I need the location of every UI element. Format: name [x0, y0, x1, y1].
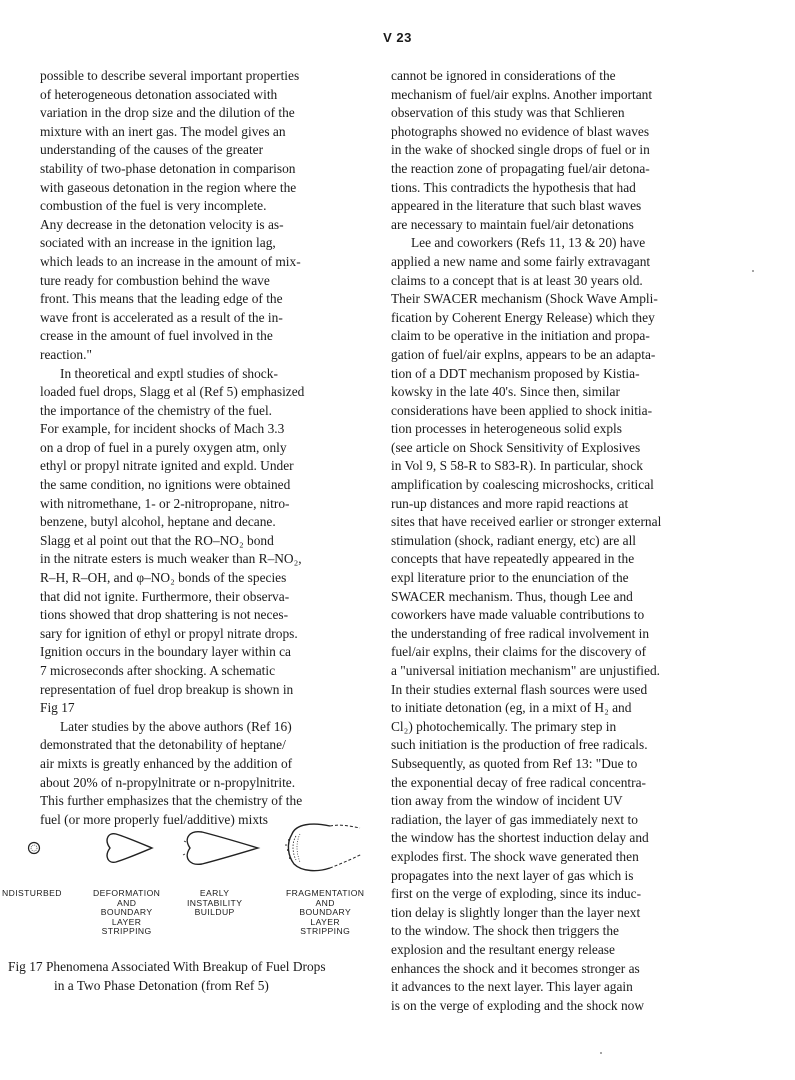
- text-line: Their SWACER mechanism (Shock Wave Ampli-: [391, 291, 658, 307]
- text-line: about 20% of n-propylnitrate or n-propylnitrite.: [40, 774, 296, 790]
- text-line: considerations have been applied to shock initia-: [391, 402, 653, 418]
- text-line: it advances to the next layer. This layer again: [391, 979, 633, 995]
- text-line: Slagg et al point out that the RO–NO₂ bond: [40, 532, 274, 548]
- left-column: [40, 67, 362, 829]
- text-line: tions showed that drop shattering is not neces-: [40, 607, 289, 623]
- scan-speck: [600, 1052, 602, 1054]
- right-column: [391, 67, 721, 1015]
- text-line: in Vol 9, S 58-R to S83-R). In particular, shock: [391, 458, 643, 474]
- text-line: such initiation is the production of free radicals.: [391, 737, 648, 753]
- text-line: tions. This contradicts the hypothesis that had: [391, 179, 636, 195]
- text-line: variation in the drop size and the dilution of the: [40, 105, 295, 121]
- label-fragmentation: FRAGMENTATION AND BOUNDARY LAYER STRIPPING: [286, 888, 365, 937]
- text-line: observation of this study was that Schlieren: [391, 105, 625, 121]
- text-line: tion away from the window of incident UV: [391, 793, 623, 809]
- text-line: applied a new name and some fairly extravagant: [391, 253, 651, 269]
- text-line: loaded fuel drops, Slagg et al (Ref 5) emphasized: [40, 384, 305, 400]
- text-line: Any decrease in the detonation velocity is as-: [40, 216, 284, 232]
- text-line: tion processes in heterogeneous solid expls: [391, 421, 622, 437]
- text-line: the window has the shortest induction delay and: [391, 830, 649, 846]
- text-line: benzene, butyl alcohol, heptane and decane.: [40, 514, 276, 530]
- deformation-drop-icon: [107, 834, 152, 863]
- text-line: the same condition, no ignitions were obtained: [40, 477, 291, 493]
- text-line: on a drop of fuel in a purely oxygen atm, only: [40, 439, 287, 455]
- text-line: in the nitrate esters is much weaker than R–NO₂,: [40, 551, 302, 567]
- early-instability-drop-icon: [183, 832, 258, 865]
- text-line: photographs showed no evidence of blast waves: [391, 123, 650, 139]
- text-line: Cl₂) photochemically. The primary step in: [391, 718, 617, 734]
- text-line: to initiate detonation (eg, in a mixt of H₂ and: [391, 700, 632, 716]
- text-line: cannot be ignored in considerations of the: [391, 68, 616, 83]
- text-line: is on the verge of exploding and the shock now: [391, 997, 645, 1013]
- text-line: mechanism of fuel/air explns. Another important: [391, 86, 653, 102]
- caption-line-2: in a Two Phase Detonation (from Ref 5): [54, 977, 269, 993]
- text-line: the understanding of free radical involvement in: [391, 625, 650, 641]
- text-line: possible to describe several important properties: [40, 68, 300, 83]
- text-line: radiation, the layer of gas immediately next to: [391, 811, 638, 827]
- caption-line-1: Fig 17 Phenomena Associated With Breakup of Fuel Drops: [8, 959, 326, 974]
- text-line: fication by Coherent Energy Release) which they: [391, 309, 655, 325]
- text-line: fuel/air explns, their claims for the discovery of: [391, 644, 647, 660]
- text-line: the importance of the chemistry of the fuel.: [40, 402, 273, 418]
- text-line: For example, for incident shocks of Mach 3.3: [40, 421, 285, 437]
- text-line: a "universal initiation mechanism" are unjustified.: [391, 663, 661, 678]
- text-line: R–H, R–OH, and φ–NO₂ bonds of the species: [40, 570, 287, 586]
- text-line: SWACER mechanism. Thus, though Lee and: [391, 588, 633, 604]
- text-line: of heterogeneous detonation associated with: [40, 86, 278, 102]
- text-line: which leads to an increase in the amount of mix-: [40, 253, 301, 269]
- text-line: explosion and the resultant energy release: [391, 941, 615, 957]
- text-line: the reaction zone of propagating fuel/air detona-: [391, 160, 650, 176]
- text-line: that did not ignite. Furthermore, their observa-: [40, 588, 290, 604]
- text-line: with nitromethane, 1- or 2-nitropropane, nitro-: [40, 495, 290, 511]
- text-line: concepts that have repeatedly appeared in the: [391, 551, 635, 567]
- text-line: front. This means that the leading edge of the: [40, 291, 283, 307]
- text-line: kowsky in the late 40's. Since then, similar: [391, 384, 620, 400]
- text-line: tion delay is slightly longer than the layer next: [391, 904, 641, 920]
- text-line: ture ready for combustion behind the wave: [40, 272, 270, 288]
- text-line: In their studies external flash sources were used: [391, 681, 648, 697]
- text-line: mixture with an inert gas. The model gives an: [40, 123, 286, 139]
- label-deformation: DEFORMATION AND BOUNDARY LAYER STRIPPING: [93, 888, 161, 937]
- text-line: sites that have received earlier or stronger external: [391, 514, 662, 530]
- text-line: This further emphasizes that the chemistry of the: [40, 793, 303, 809]
- text-line: wave front is accelerated as a result of the in-: [40, 309, 283, 325]
- text-line: air mixts is greatly enhanced by the addition of: [40, 755, 293, 771]
- text-line: Later studies by the above authors (Ref 16): [60, 718, 292, 734]
- text-line: explodes first. The shock wave generated then: [391, 848, 639, 864]
- text-line: first on the verge of exploding, since its induc-: [391, 886, 642, 902]
- text-line: amplification by coalescing microshocks, critical: [391, 477, 654, 493]
- text-line: ethyl or propyl nitrate ignited and expld. Under: [40, 458, 294, 474]
- text-line: the exponential decay of free radical concentra-: [391, 774, 647, 790]
- text-line: crease in the amount of fuel involved in the: [40, 328, 273, 344]
- text-line: stability of two-phase detonation in comparison: [40, 160, 296, 176]
- text-line: sary for ignition of ethyl or propyl nitrate drops.: [40, 625, 298, 641]
- text-line: In theoretical and exptl studies of shock-: [60, 365, 278, 381]
- text-line: run-up distances and more rapid reactions at: [391, 495, 629, 511]
- figure-caption: [8, 958, 326, 995]
- page-header: V 23: [383, 30, 412, 45]
- label-early-instability: EARLY INSTABILITY BUILDUP: [187, 888, 243, 918]
- text-line: Fig 17: [40, 700, 75, 716]
- text-line: combustion of the fuel is very incomplete.: [40, 198, 267, 214]
- text-line: reaction.": [40, 346, 92, 362]
- text-line: are necessary to maintain fuel/air detonations: [391, 216, 634, 232]
- text-line: stimulation (shock, radiant energy, etc) are all: [391, 532, 637, 548]
- text-line: understanding of the causes of the greater: [40, 142, 264, 158]
- text-line: coworkers have made valuable contributions to: [391, 607, 645, 623]
- text-line: to the window. The shock then triggers the: [391, 923, 619, 939]
- label-undisturbed: NDISTURBED: [2, 888, 62, 898]
- text-line: expl literature prior to the enunciation of the: [391, 570, 629, 586]
- text-line: sociated with an increase in the ignition lag,: [40, 235, 276, 251]
- text-line: demonstrated that the detonability of heptane/: [40, 737, 286, 753]
- text-line: (see article on Shock Sensitivity of Explosives: [391, 439, 641, 455]
- text-line: 7 microseconds after shocking. A schematic: [40, 663, 276, 678]
- text-line: tion of a DDT mechanism proposed by Kistia-: [391, 365, 640, 381]
- text-line: in the wake of shocked single drops of fuel or in: [391, 142, 650, 158]
- undisturbed-drop-icon: [29, 843, 40, 854]
- text-line: fuel (or more properly fuel/additive) mixts: [40, 811, 268, 827]
- text-line: representation of fuel drop breakup is shown in: [40, 681, 294, 697]
- text-line: Ignition occurs in the boundary layer within ca: [40, 644, 292, 660]
- text-line: gation of fuel/air explns, appears to be an adapta-: [391, 346, 656, 362]
- text-line: with gaseous detonation in the region where the: [40, 179, 297, 195]
- text-line: Subsequently, as quoted from Ref 13: "Due to: [391, 755, 638, 771]
- text-line: claim to be operative in the initiation and propa-: [391, 328, 650, 344]
- text-line: enhances the shock and it becomes stronger as: [391, 960, 640, 976]
- fragmentation-drop-icon: [285, 824, 362, 871]
- scan-speck: [752, 270, 754, 272]
- text-line: claims to a concept that is at least 30 years old.: [391, 272, 643, 288]
- text-line: Lee and coworkers (Refs 11, 13 & 20) have: [411, 235, 646, 251]
- text-line: propagates into the next layer of gas which is: [391, 867, 634, 883]
- text-line: appeared in the literature that such blast waves: [391, 198, 642, 214]
